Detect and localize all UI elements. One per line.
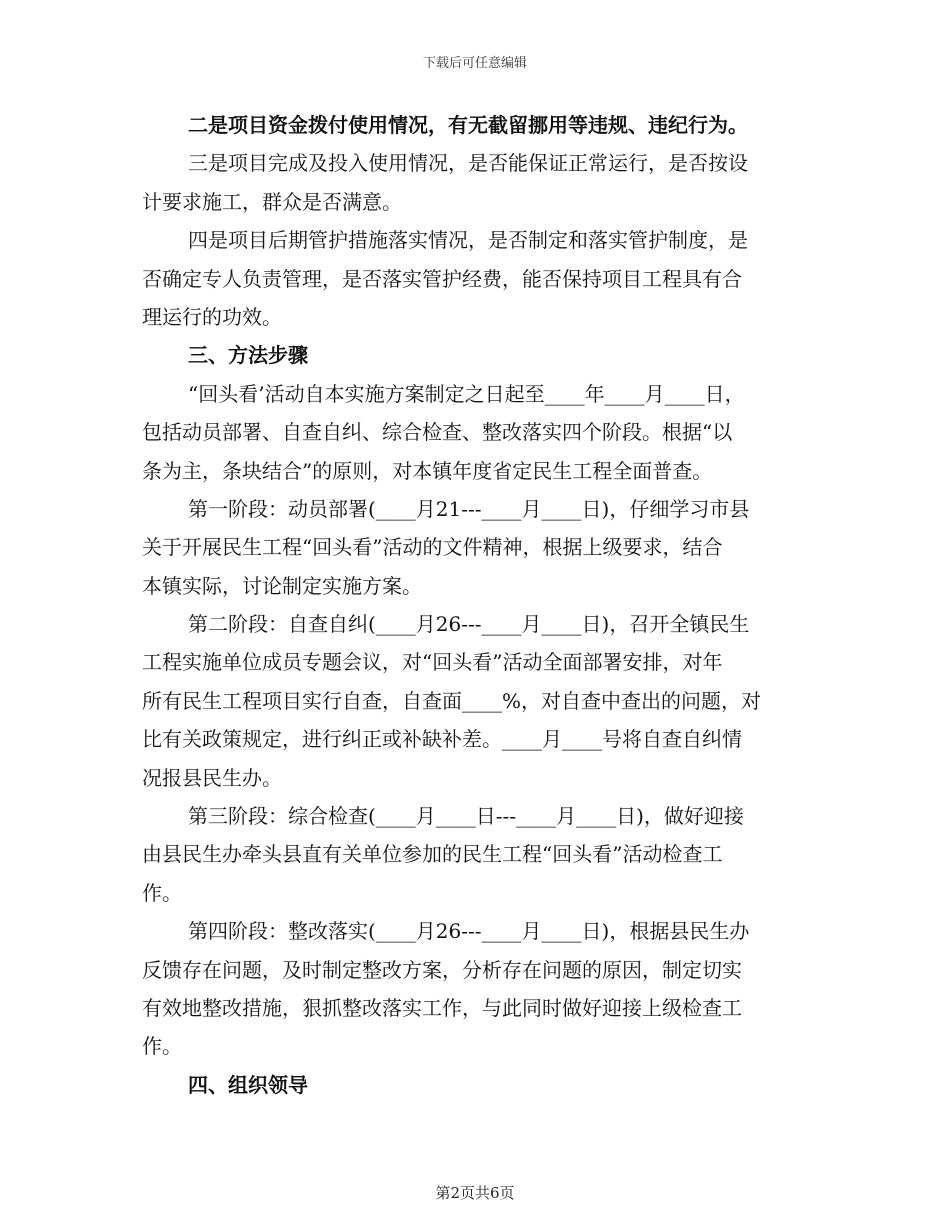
- section-heading-line: 三、方法步骤: [188, 343, 308, 368]
- paragraph-line: 三是项目完成及投入使用情况，是否能保证正常运行，是否按设: [188, 151, 748, 176]
- paragraph-line: 由县民生办牵头县直有关单位参加的民生工程“回头看”活动检查工: [142, 842, 723, 867]
- paragraph-line: 反馈存在问题，及时制定整改方案，分析存在问题的原因，制定切实: [142, 957, 742, 982]
- paragraph-line: 本镇实际，讨论制定实施方案。: [142, 573, 422, 598]
- paragraph-line: 工程实施单位成员专题会议，对“回头看”活动全面部署安排，对年: [142, 650, 723, 675]
- page-header-note: 下载后可任意编辑: [422, 56, 527, 71]
- paragraph-line: 计要求施工，群众是否满意。: [142, 189, 402, 214]
- page-number: 第2页共6页: [435, 1184, 515, 1202]
- paragraph-line: 关于开展民生工程“回头看”活动的文件精神，根据上级要求，结合: [142, 535, 723, 560]
- section-heading-line: 二是项目资金拨付使用情况，有无截留挪用等违规、违纪行为。: [188, 113, 748, 137]
- paragraph-line: 第四阶段：整改落实(____月26---____月____日)，根据县民生办: [188, 919, 750, 944]
- paragraph-line: 比有关政策规定，进行纠正或补缺补差。____月____号将自查自纠情: [142, 727, 742, 752]
- document-body: [142, 106, 810, 1104]
- paragraph-line: 第一阶段：动员部署(____月21---____月____日)，仔细学习市县: [188, 496, 750, 521]
- paragraph-line: 理运行的功效。: [142, 304, 282, 329]
- paragraph-line: 第三阶段：综合检查(____月____日---____月____日)，做好迎接: [188, 804, 744, 829]
- paragraph-line: 作。: [142, 880, 182, 905]
- paragraph-line: 四是项目后期管护措施落实情况，是否制定和落实管护制度，是: [188, 228, 748, 253]
- paragraph-line: 作。: [142, 1034, 182, 1059]
- paragraph-line: 有效地整改措施，狠抓整改落实工作，与此同时做好迎接上级检查工: [142, 995, 742, 1020]
- paragraph-line: 条为主，条块结合”的原则，对本镇年度省定民生工程全面普查。: [142, 458, 713, 483]
- paragraph-line: 包括动员部署、自查自纠、综合检查、整改落实四个阶段。根据“以: [142, 420, 733, 445]
- paragraph-line: 否确定专人负责管理，是否落实管护经费，能否保持项目工程具有合: [142, 266, 742, 291]
- paragraph-line: 第二阶段：自查自纠(____月26---____月____日)，召开全镇民生: [188, 612, 750, 637]
- paragraph-line: “回头看’活动自本实施方案制定之日起至____年____月____日，: [188, 381, 745, 406]
- paragraph-line: 所有民生工程项目实行自查，自查面____%，对自查中查出的问题，对: [142, 688, 762, 713]
- paragraph-line: 况报县民生办。: [142, 765, 282, 790]
- section-heading-line: 四、组织领导: [188, 1072, 308, 1097]
